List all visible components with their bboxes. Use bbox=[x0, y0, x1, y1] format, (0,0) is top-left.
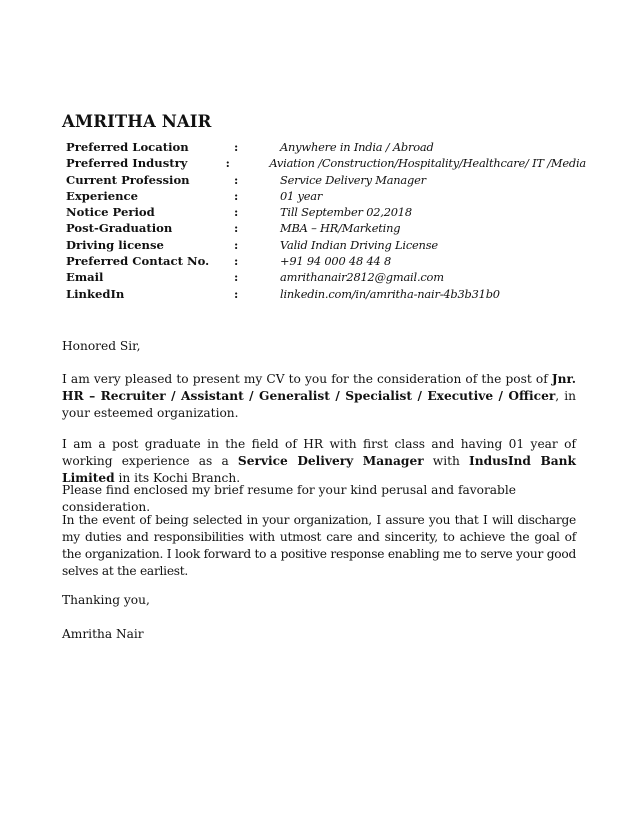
detail-value: +91 94 000 48 44 8 bbox=[280, 254, 392, 269]
paragraph-post-applied bbox=[62, 371, 576, 422]
detail-row-post-graduation bbox=[66, 221, 586, 237]
detail-value: MBA – HR/Marketing bbox=[280, 221, 401, 236]
closing: Thanking you, bbox=[62, 593, 150, 607]
detail-row-notice-period bbox=[66, 205, 586, 221]
detail-value: Aviation /Construction/Hospitality/Healthcare/ IT /Media bbox=[269, 156, 586, 171]
para1-outro: , in your esteemed organization. bbox=[62, 389, 576, 420]
para1-intro: I am very pleased to present my CV to you for the consideration of the post of bbox=[62, 372, 548, 386]
detail-value: Service Delivery Manager bbox=[280, 172, 426, 187]
detail-colon: : bbox=[234, 270, 239, 285]
signature-name: Amritha Nair bbox=[62, 627, 144, 641]
paragraph-commitment: In the event of being selected in your organization, I assure you that I will discharge my duties and responsibilities with utmost care and sincerity, to achieve the goal of the organization. I look forward to a positive response enabling me to serve your good selves at the earliest. bbox=[62, 513, 576, 578]
detail-colon: : bbox=[234, 286, 239, 301]
detail-row-linkedin bbox=[66, 287, 586, 303]
para2-intro: I am a post graduate in the field of HR with first class and having 01 year of working experience as a bbox=[62, 437, 576, 468]
detail-colon: : bbox=[234, 205, 239, 220]
current-role: Service Delivery Manager bbox=[237, 454, 424, 468]
para2-with: with bbox=[432, 454, 460, 468]
detail-label: Driving license bbox=[66, 237, 164, 252]
detail-value: 01 year bbox=[280, 188, 323, 203]
detail-row-preferred-location bbox=[66, 140, 586, 156]
detail-label: LinkedIn bbox=[66, 286, 125, 301]
detail-row-experience bbox=[66, 189, 586, 205]
detail-label: Preferred Contact No. bbox=[66, 254, 210, 269]
detail-label: Preferred Industry bbox=[66, 156, 188, 171]
detail-row-email bbox=[66, 270, 586, 286]
detail-colon: : bbox=[234, 221, 239, 236]
post-title: Jnr. HR – Recruiter / Assistant / Generalist / Specialist / Executive / Officer bbox=[62, 372, 576, 403]
detail-value: Till September 02,2018 bbox=[280, 205, 412, 220]
detail-colon: : bbox=[234, 237, 239, 252]
paragraph-enclosure: Please find enclosed my brief resume for your kind perusal and favorable consideration. bbox=[62, 483, 516, 514]
detail-value: Valid Indian Driving License bbox=[280, 237, 438, 252]
detail-label: Current Profession bbox=[66, 172, 190, 187]
detail-colon: : bbox=[234, 172, 239, 187]
detail-label: Experience bbox=[66, 188, 138, 203]
linkedin-value: linkedin.com/in/amritha-nair-4b3b31b0 bbox=[280, 286, 500, 301]
applicant-name: AMRITHA NAIR bbox=[62, 112, 212, 131]
detail-row-preferred-industry bbox=[66, 156, 586, 172]
detail-row-driving-license bbox=[66, 238, 586, 254]
detail-colon: : bbox=[234, 254, 239, 269]
salutation: Honored Sir, bbox=[62, 339, 141, 353]
detail-colon: : bbox=[234, 140, 239, 154]
email-value: amrithanair2812@gmail.com bbox=[280, 270, 444, 285]
detail-label: Post-Graduation bbox=[66, 221, 173, 236]
detail-row-current-profession bbox=[66, 173, 586, 189]
detail-row-contact-number bbox=[66, 254, 586, 270]
detail-label: Notice Period bbox=[66, 205, 155, 220]
detail-colon: : bbox=[234, 188, 239, 203]
para2-outro: in its Kochi Branch. bbox=[118, 471, 241, 485]
detail-value: Anywhere in India / Abroad bbox=[280, 140, 434, 154]
details-table bbox=[66, 140, 586, 303]
company-name: IndusInd Bank Limited bbox=[62, 454, 576, 485]
detail-label: Email bbox=[66, 270, 104, 285]
detail-colon: : bbox=[225, 156, 230, 171]
paragraph-experience bbox=[62, 436, 576, 487]
detail-label: Preferred Location bbox=[66, 140, 189, 154]
